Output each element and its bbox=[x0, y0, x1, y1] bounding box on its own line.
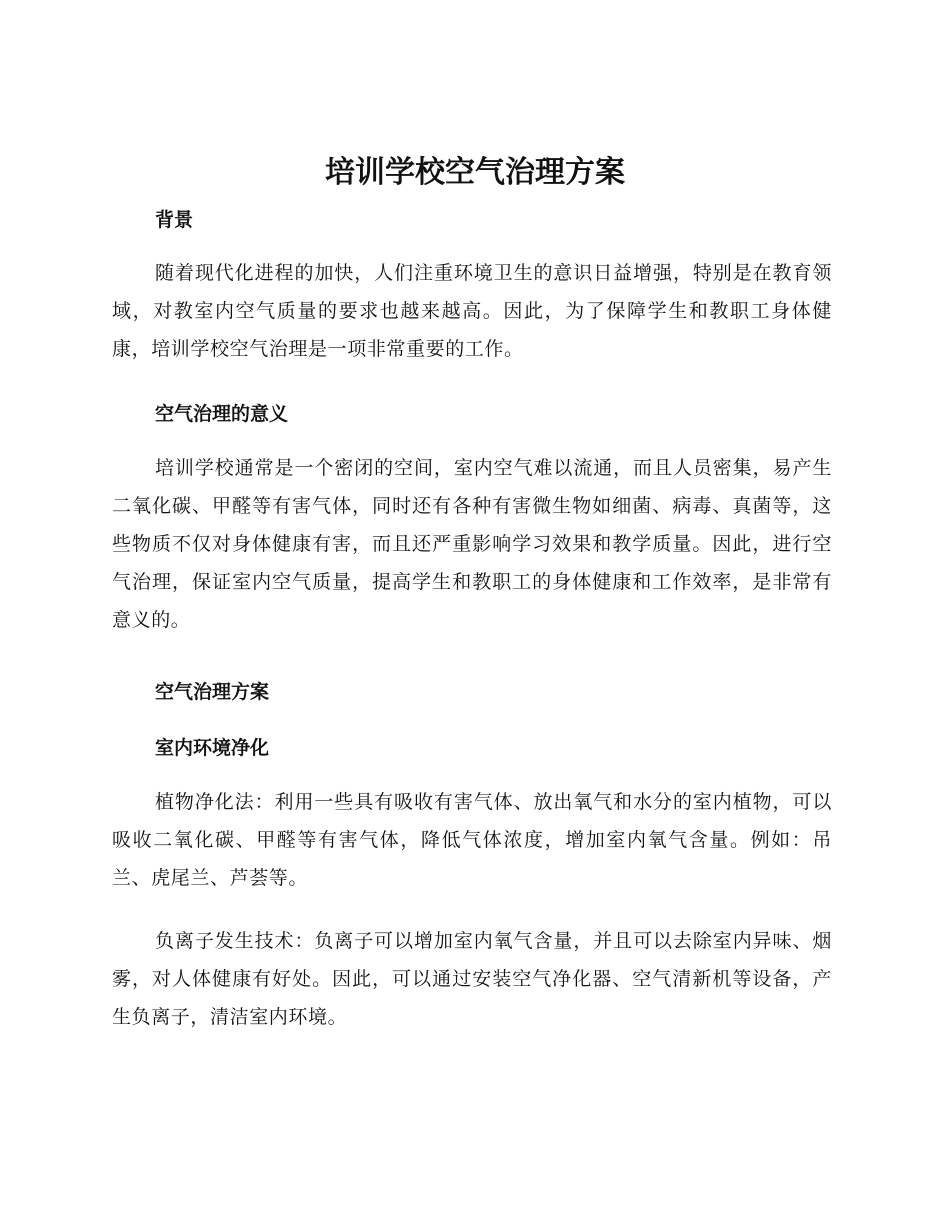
section-heading-background: 背景 bbox=[155, 209, 194, 231]
paragraph-negative-ion: 负离子发生技术：负离子可以增加室内氧气含量，并且可以去除室内异味、烟雾，对人体健康有好处。因此，可以通过安装空气净化器、空气清新机等设备，产生负离子，清洁室内环境。 bbox=[112, 930, 832, 1028]
paragraph-plant-purification: 植物净化法：利用一些具有吸收有害气体、放出氧气和水分的室内植物，可以吸收二氧化碳、甲醛等有害气体，降低气体浓度，增加室内氧气含量。例如：吊兰、虎尾兰、芦荟等。 bbox=[112, 791, 832, 889]
paragraph-significance: 培训学校通常是一个密闭的空间，室内空气难以流通，而且人员密集，易产生二氧化碳、甲醛等有害气体，同时还有各种有害微生物如细菌、病毒、真菌等，这些物质不仅对身体健康有害，而且还严重影响学习效果和教学质量。因此，进行空气治理，保证室内空气质量，提高学生和教职工的身体健康和工作效率，是非常有意义的。 bbox=[112, 457, 832, 631]
document-title: 培训学校空气治理方案 bbox=[325, 155, 625, 190]
section-heading-significance: 空气治理的意义 bbox=[155, 403, 289, 425]
section-heading-plan: 空气治理方案 bbox=[155, 681, 270, 703]
section-heading-indoor-purification: 室内环境净化 bbox=[155, 737, 270, 759]
paragraph-background: 随着现代化进程的加快，人们注重环境卫生的意识日益增强，特别是在教育领域，对教室内空气质量的要求也越来越高。因此，为了保障学生和教职工身体健康，培训学校空气治理是一项非常重要的工作。 bbox=[112, 262, 832, 360]
